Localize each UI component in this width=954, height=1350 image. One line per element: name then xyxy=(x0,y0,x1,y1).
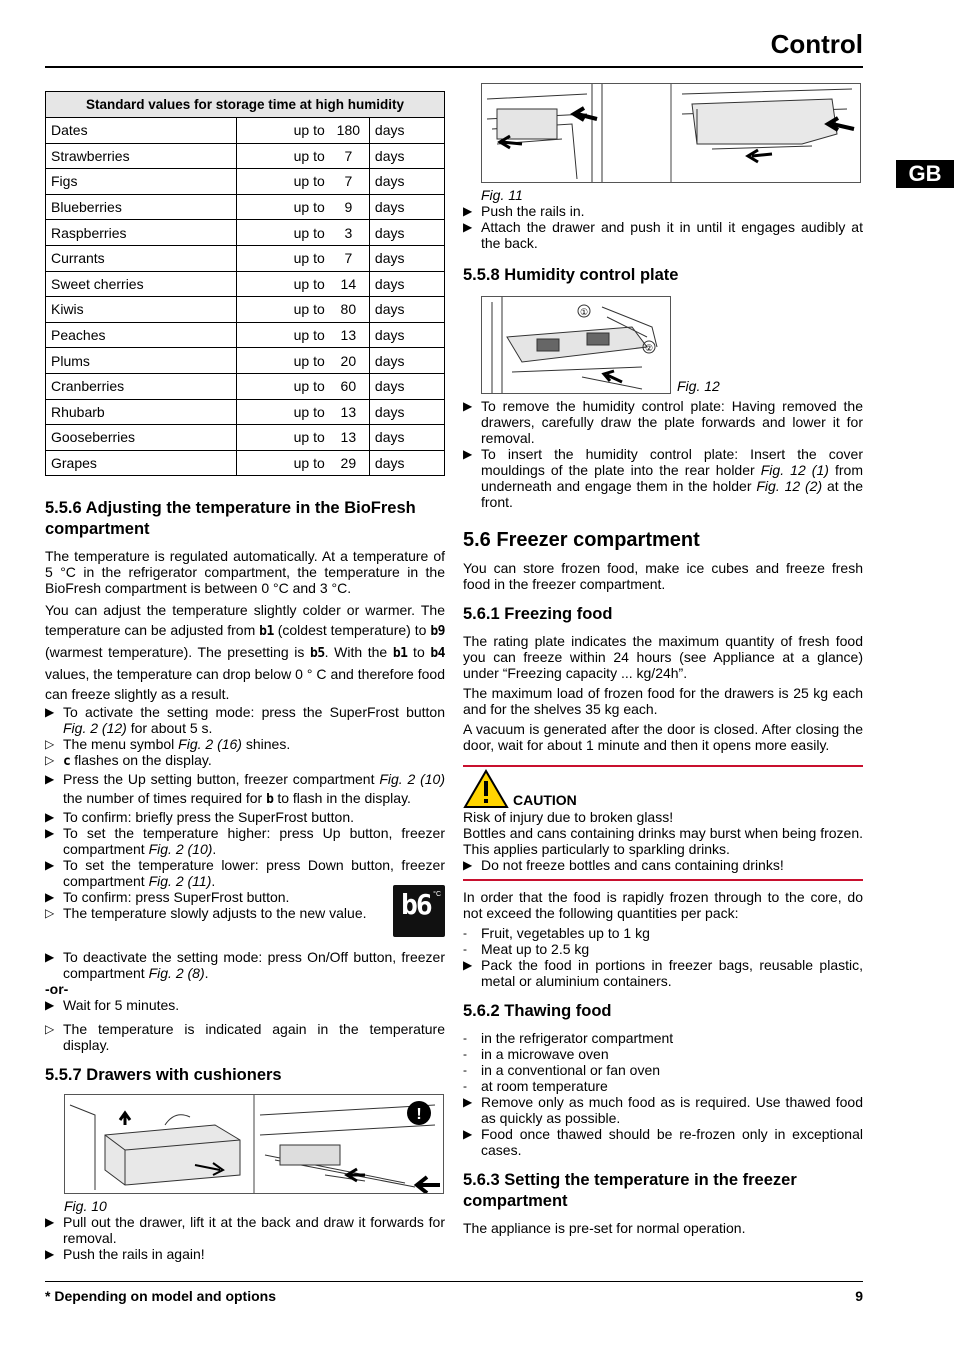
s561-paragraph-4: In order that the food is rapidly frozen through to the core, do not exceed the following quantities per pack: xyxy=(463,889,863,921)
table-row xyxy=(46,373,445,399)
s556-step-7: ▶ To set the temperature lower: press Down button, freezer compartment Fig. 2 (11). xyxy=(45,857,445,890)
food-name-cell: Figs xyxy=(46,169,237,195)
days-unit-cell: days xyxy=(369,245,444,271)
s556-step-10: ▶ To deactivate the setting mode: press On/Off button, freezer compartment Fig. 2 (8). xyxy=(45,949,445,982)
result-arrow-icon: ▷ xyxy=(45,906,55,921)
food-name-cell: Gooseberries xyxy=(46,425,237,451)
s563-paragraph-1: The appliance is pre-set for normal operation. xyxy=(463,1220,746,1236)
food-name-cell: Strawberries xyxy=(46,143,237,169)
table-row xyxy=(46,322,445,348)
up-to-cell: up to xyxy=(237,450,328,476)
caution-step: ▶ Do not freeze bottles and cans containing drinks! xyxy=(463,857,784,873)
right-column xyxy=(463,83,863,1236)
fig11-step-1: ▶ Push the rails in. xyxy=(463,203,585,219)
days-unit-cell: days xyxy=(369,399,444,425)
days-unit-cell: days xyxy=(369,297,444,323)
page-title: Control xyxy=(770,29,863,59)
heading-5-5-7: 5.5.7 Drawers with cushioners xyxy=(45,1066,282,1085)
bullet-arrow-icon: ▶ xyxy=(45,890,55,905)
bullet-arrow-icon: ▶ xyxy=(45,1215,55,1230)
fig11-step-2: ▶ Attach the drawer and push it in until it engages audibly at the back. xyxy=(463,219,863,251)
fig-12-label-2: ② xyxy=(644,343,654,353)
s561-paragraph-3: A vacuum is generated after the door is closed. After closing the door, wait for about 1 minute and then it opens more easily. xyxy=(463,721,863,753)
heading-5-5-8: 5.5.8 Humidity control plate xyxy=(463,266,679,284)
storage-table-body xyxy=(46,118,445,476)
s558-step-1: ▶ To remove the humidity control plate: Having removed the drawers, carefully draw the plate forwards and lower it for removal. xyxy=(463,398,863,446)
s556-paragraph-2: You can adjust the temperature slightly colder or warmer. The temperature can be adjusted from b1 (coldest temperature) to b9 (warmest temperature). The presetting is b5. With the b1 to b4 values, the temperature can drop below 0 ° C and therefore food can freeze slightly as a result. xyxy=(45,602,445,703)
days-value-cell: 7 xyxy=(328,169,370,195)
svg-text:!: ! xyxy=(416,1106,422,1124)
table-row xyxy=(46,399,445,425)
days-value-cell: 7 xyxy=(328,245,370,271)
or-separator: -or- xyxy=(45,981,69,998)
bullet-arrow-icon: ▶ xyxy=(45,810,55,825)
days-value-cell: 60 xyxy=(328,373,370,399)
s556-step-3: ▷ c flashes on the display. xyxy=(45,752,212,770)
bullet-arrow-icon: ▶ xyxy=(463,204,473,218)
table-row xyxy=(46,220,445,246)
up-to-cell: up to xyxy=(237,194,328,220)
seg-b1-again: b1 xyxy=(392,646,408,662)
days-unit-cell: days xyxy=(369,348,444,374)
table-row xyxy=(46,143,445,169)
up-to-cell: up to xyxy=(237,297,328,323)
fig-12-row xyxy=(481,296,863,394)
bullet-arrow-icon: ▶ xyxy=(45,950,55,965)
days-unit-cell: days xyxy=(369,425,444,451)
bullet-arrow-icon: ▶ xyxy=(463,220,473,234)
days-unit-cell: days xyxy=(369,194,444,220)
result-arrow-icon: ▷ xyxy=(45,1022,55,1037)
seg-b9: b9 xyxy=(430,624,445,640)
storage-table xyxy=(45,91,445,476)
food-name-cell: Raspberries xyxy=(46,220,237,246)
bullet-arrow-icon: ▶ xyxy=(463,858,473,872)
up-to-cell: up to xyxy=(237,399,328,425)
up-to-cell: up to xyxy=(237,118,328,144)
storage-table-caption: Standard values for storage time at high humidity xyxy=(46,92,445,118)
days-value-cell: 20 xyxy=(328,348,370,374)
s562-dash-4: - at room temperature xyxy=(463,1078,608,1094)
s562-step-1: ▶ Remove only as much food as is required. Use thawed food as quickly as possible. xyxy=(463,1094,863,1126)
seg-b5: b5 xyxy=(310,646,325,662)
display-value: b6 xyxy=(401,888,431,922)
caution-line-2: Bottles and cans containing drinks may burst when being frozen. This applies particularly to sparkling drinks. xyxy=(463,825,864,857)
footer-rule xyxy=(45,1281,863,1282)
days-value-cell: 7 xyxy=(328,143,370,169)
fig-12-image xyxy=(481,296,671,394)
bullet-arrow-icon: ▶ xyxy=(45,705,55,720)
table-row xyxy=(46,348,445,374)
bullet-arrow-icon: ▶ xyxy=(463,1095,473,1109)
seg-b: b xyxy=(266,792,274,808)
table-row xyxy=(46,194,445,220)
table-row xyxy=(46,450,445,476)
food-name-cell: Kiwis xyxy=(46,297,237,323)
left-column xyxy=(45,91,445,1262)
food-name-cell: Blueberries xyxy=(46,194,237,220)
up-to-cell: up to xyxy=(237,425,328,451)
s562-dash-2: - in a microwave oven xyxy=(463,1046,609,1062)
food-name-cell: Grapes xyxy=(46,450,237,476)
days-unit-cell: days xyxy=(369,373,444,399)
days-unit-cell: days xyxy=(369,271,444,297)
days-unit-cell: days xyxy=(369,450,444,476)
fig-12-label-1: ① xyxy=(579,307,589,317)
temperature-display-image xyxy=(393,885,445,937)
up-to-cell: up to xyxy=(237,271,328,297)
s558-step-2: ▶ To insert the humidity control plate: Insert the cover mouldings of the plate into the rear holder Fig. 12 (1) from underneath and engage them in the holder Fig. 12 (2) at the front. xyxy=(463,446,863,510)
s556-step-4: ▶ Press the Up setting button, freezer compartment Fig. 2 (10) the number of times required for b to flash in the display. xyxy=(45,771,445,808)
food-name-cell: Plums xyxy=(46,348,237,374)
fig-12-caption: Fig. 12 xyxy=(677,378,720,394)
s561-paragraph-2: The maximum load of frozen food for the drawers is 25 kg each and for the shelves 35 kg each. xyxy=(463,685,863,717)
s562-dash-3: - in a conventional or fan oven xyxy=(463,1062,661,1078)
bullet-arrow-icon: ▶ xyxy=(45,772,55,787)
s562-dash-1: - in the refrigerator compartment xyxy=(463,1030,674,1046)
heading-5-6-3: 5.6.3 Setting the temperature in the freezer compartment xyxy=(463,1171,797,1210)
food-name-cell: Peaches xyxy=(46,322,237,348)
bullet-arrow-icon: ▶ xyxy=(463,958,473,972)
footer-note: * Depending on model and options xyxy=(45,1288,276,1304)
up-to-cell: up to xyxy=(237,373,328,399)
table-row xyxy=(46,271,445,297)
caution-label: CAUTION xyxy=(513,792,577,808)
days-value-cell: 29 xyxy=(328,450,370,476)
s556-step-6: ▶ To set the temperature higher: press Up button, freezer compartment Fig. 2 (10). xyxy=(45,825,445,858)
caution-header xyxy=(463,769,863,809)
table-row xyxy=(46,245,445,271)
bullet-arrow-icon: ▶ xyxy=(463,1127,473,1141)
header-rule xyxy=(45,66,863,68)
up-to-cell: up to xyxy=(237,169,328,195)
s562-step-2: ▶ Food once thawed should be re-frozen only in exceptional cases. xyxy=(463,1126,863,1158)
bullet-arrow-icon: ▶ xyxy=(463,399,473,413)
s556-step-2: ▷ The menu symbol Fig. 2 (16) shines. xyxy=(45,736,291,753)
fig-11-image xyxy=(481,83,861,183)
food-name-cell: Dates xyxy=(46,118,237,144)
bullet-arrow-icon: ▶ xyxy=(463,447,473,461)
page-number: 9 xyxy=(855,1288,863,1304)
language-tab: GB xyxy=(896,160,954,188)
bullet-arrow-icon: ▶ xyxy=(45,1247,55,1262)
seg-c: c xyxy=(63,754,71,770)
days-unit-cell: days xyxy=(369,118,444,144)
display-block xyxy=(45,889,445,943)
days-unit-cell: days xyxy=(369,322,444,348)
food-name-cell: Sweet cherries xyxy=(46,271,237,297)
table-row xyxy=(46,169,445,195)
caution-rule-top xyxy=(463,765,863,767)
days-value-cell: 13 xyxy=(328,425,370,451)
s56-paragraph-1: You can store frozen food, make ice cubes and freeze fresh food in the freezer compartment. xyxy=(463,560,863,592)
fig-10-caption: Fig. 10 xyxy=(64,1198,107,1215)
bullet-arrow-icon: ▶ xyxy=(45,858,55,873)
caution-rule-bottom xyxy=(463,879,863,881)
bullet-arrow-icon: ▶ xyxy=(45,826,55,841)
days-value-cell: 3 xyxy=(328,220,370,246)
fig-10-image xyxy=(64,1094,444,1194)
s561-paragraph-1: The rating plate indicates the maximum quantity of fresh food you can freeze within 24 hours (see Appliance at a glance) under “Freezing capacity ... kg/24h”. xyxy=(463,633,863,681)
food-name-cell: Currants xyxy=(46,245,237,271)
s556-step-9: ▷ The temperature slowly adjusts to the new value. xyxy=(45,905,367,922)
table-row xyxy=(46,297,445,323)
heading-5-6: 5.6 Freezer compartment xyxy=(463,529,700,551)
food-name-cell: Rhubarb xyxy=(46,399,237,425)
up-to-cell: up to xyxy=(237,143,328,169)
s557-step-2: ▶ Push the rails in again! xyxy=(45,1246,205,1263)
seg-b1: b1 xyxy=(259,624,274,640)
heading-5-6-2: 5.6.2 Thawing food xyxy=(463,1002,612,1020)
up-to-cell: up to xyxy=(237,220,328,246)
days-unit-cell: days xyxy=(369,220,444,246)
s556-step-8: ▶ To confirm: press SuperFrost button. xyxy=(45,889,290,906)
food-name-cell: Cranberries xyxy=(46,373,237,399)
result-arrow-icon: ▷ xyxy=(45,737,55,752)
display-unit: °C xyxy=(433,891,441,899)
days-value-cell: 14 xyxy=(328,271,370,297)
days-unit-cell: days xyxy=(369,169,444,195)
s561-dash-2: - Meat up to 2.5 kg xyxy=(463,941,590,957)
fig-11-caption: Fig. 11 xyxy=(481,187,523,203)
up-to-cell: up to xyxy=(237,348,328,374)
up-to-cell: up to xyxy=(237,322,328,348)
heading-5-6-1: 5.6.1 Freezing food xyxy=(463,605,613,623)
seg-b4: b4 xyxy=(430,646,445,662)
s557-step-1: ▶ Pull out the drawer, lift it at the back and draw it forwards for removal. xyxy=(45,1214,445,1247)
result-arrow-icon: ▷ xyxy=(45,753,55,768)
up-to-cell: up to xyxy=(237,245,328,271)
warning-triangle-icon xyxy=(463,769,509,809)
s556-step-5: ▶ To confirm: briefly press the SuperFrost button. xyxy=(45,809,355,826)
days-value-cell: 13 xyxy=(328,322,370,348)
days-value-cell: 9 xyxy=(328,194,370,220)
s561-step-1: ▶ Pack the food in portions in freezer bags, reusable plastic, metal or aluminium containers. xyxy=(463,957,863,989)
table-row xyxy=(46,118,445,144)
days-unit-cell: days xyxy=(369,143,444,169)
s556-paragraph-1: The temperature is regulated automatically. At a temperature of 5 °C in the refrigerator compartment, the temperature in the BioFresh compartment is between 0 °C and 3 °C. xyxy=(45,548,445,597)
s556-step-1: ▶ To activate the setting mode: press the SuperFrost button Fig. 2 (12) for about 5 s. xyxy=(45,704,445,737)
days-value-cell: 80 xyxy=(328,297,370,323)
days-value-cell: 13 xyxy=(328,399,370,425)
heading-5-5-6: 5.5.6 Adjusting the temperature in the BioFresh compartment xyxy=(45,499,416,539)
caution-line-1: Risk of injury due to broken glass! xyxy=(463,809,674,825)
s561-dash-1: - Fruit, vegetables up to 1 kg xyxy=(463,925,650,941)
table-row xyxy=(46,425,445,451)
bullet-arrow-icon: ▶ xyxy=(45,998,55,1013)
days-value-cell: 180 xyxy=(328,118,370,144)
s556-step-11: ▶ Wait for 5 minutes. xyxy=(45,997,180,1014)
s556-step-12: ▷ The temperature is indicated again in the temperature display. xyxy=(45,1021,445,1054)
